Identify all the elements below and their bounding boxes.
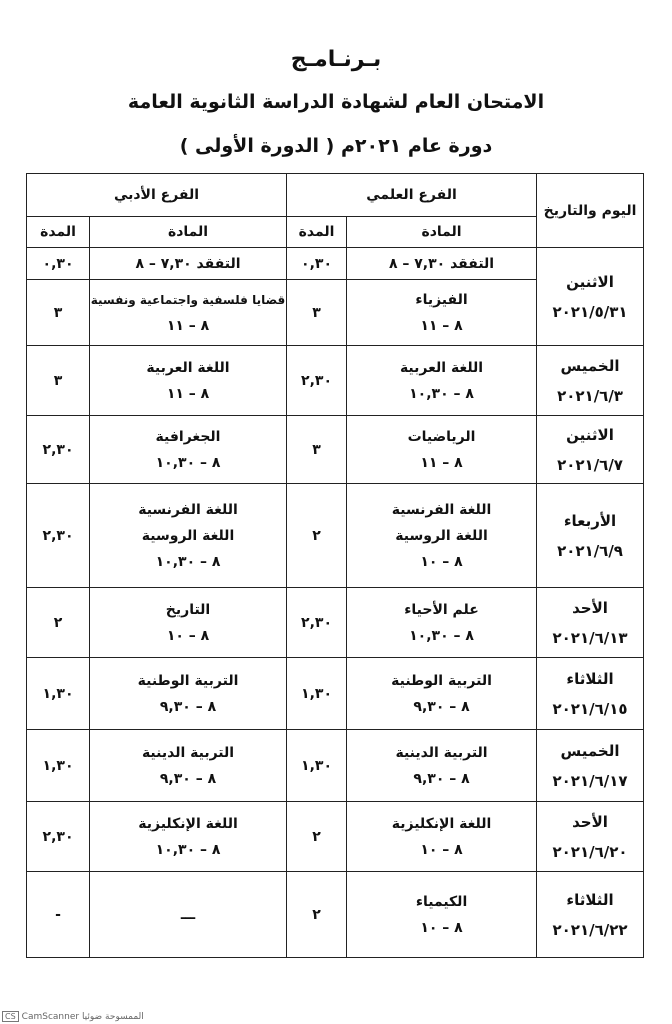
subject-name: اللغة الإنكليزية	[138, 815, 238, 832]
title-block	[0, 40, 672, 168]
science-duration-cell: ٢,٣٠	[287, 346, 347, 416]
schedule-body	[27, 248, 644, 958]
subject-name: التفقد ٧,٣٠ – ٨	[135, 255, 241, 272]
subject-name: الكيمياء	[415, 893, 468, 910]
exam-date: ٢٠٢١/٦/٣	[557, 386, 623, 405]
exam-date: ٢٠٢١/٦/٢٠	[552, 842, 628, 861]
subject-name: اللغة الإنكليزية	[391, 815, 492, 832]
literary-branch-header: الفرع الأدبي	[27, 174, 287, 217]
science-subject-cell	[347, 346, 537, 416]
literary-duration-cell: -	[27, 872, 90, 958]
exam-time: ٨ – ١٠	[166, 627, 210, 644]
program-heading: بـرنـامـج	[290, 47, 382, 72]
subject-name: ـــ	[180, 906, 196, 923]
exam-date: ٢٠٢١/٦/٢٢	[552, 920, 628, 939]
schedule-table	[26, 173, 644, 958]
session-subtitle: دورة عام ٢٠٢١م ( الدورة الأولى )	[179, 135, 493, 157]
schedule-row	[27, 730, 644, 802]
science-subject-cell	[347, 416, 537, 484]
exam-time: ٨ – ١٠,٣٠	[155, 553, 221, 570]
subject-name: الجغرافية	[155, 428, 221, 445]
subject-name: التفقد ٧,٣٠ – ٨	[388, 255, 495, 272]
literary-duration-cell: ٣	[27, 280, 90, 346]
science-subject-cell	[347, 588, 537, 658]
science-subject-cell	[347, 872, 537, 958]
day-date-cell	[537, 346, 644, 416]
exam-time: ٨ – ٩,٣٠	[159, 698, 217, 715]
exam-time: ٨ – ٩,٣٠	[159, 770, 217, 787]
exam-time: ٨ – ١٠,٣٠	[155, 454, 221, 471]
schedule-row	[27, 872, 644, 958]
schedule-row	[27, 248, 644, 280]
subject-name: الرياضيات	[407, 428, 476, 445]
day-date-header: اليوم والتاريخ	[537, 174, 644, 248]
exam-time: ٨ – ١٠,٣٠	[409, 627, 474, 644]
science-branch-header: الفرع العلمي	[287, 174, 537, 217]
science-duration-cell: ٢	[287, 802, 347, 872]
science-subject-cell	[347, 658, 537, 730]
day-name: الثلاثاء	[566, 669, 614, 688]
camscanner-text: CamScanner	[21, 1012, 80, 1022]
day-date-cell	[537, 730, 644, 802]
science-duration-cell: ٣	[287, 416, 347, 484]
exam-time: ٨ – ١١	[420, 317, 463, 334]
exam-title: الامتحان العام لشهادة الدراسة الثانوية العامة	[127, 91, 545, 113]
literary-duration-cell: ٣	[27, 346, 90, 416]
literary-subject-cell	[90, 802, 287, 872]
exam-date: ٢٠٢١/٥/٣١	[552, 302, 628, 321]
literary-subject-header: المادة	[90, 217, 287, 248]
camscanner-logo: CS	[2, 1011, 19, 1022]
science-subject-cell	[347, 802, 537, 872]
literary-subject-cell	[90, 346, 287, 416]
literary-duration-cell: ٢,٣٠	[27, 484, 90, 588]
subject-name: التربية الوطنية	[137, 672, 239, 689]
exam-date: ٢٠٢١/٦/١٥	[552, 699, 628, 718]
exam-time: ٨ – ١٠,٣٠	[409, 385, 474, 402]
exam-time: ٨ – ١١	[166, 385, 210, 402]
subject-name: علم الأحياء	[404, 601, 479, 618]
subject-name: التربية الدينية	[141, 744, 235, 761]
exam-time: ٨ – ١٠	[420, 553, 463, 570]
schedule-row	[27, 484, 644, 588]
literary-duration-cell: ٢	[27, 588, 90, 658]
subject-name: قضايا فلسفية واجتماعية ونفسية	[90, 292, 286, 307]
literary-duration-header: المدة	[27, 217, 90, 248]
literary-duration-cell: ١,٣٠	[27, 658, 90, 730]
science-duration-header: المدة	[287, 217, 347, 248]
exam-date: ٢٠٢١/٦/٧	[557, 455, 623, 474]
subject-name: اللغة الروسية	[395, 527, 488, 544]
science-duration-cell: ٣	[287, 280, 347, 346]
literary-subject-cell	[90, 484, 287, 588]
literary-subject-cell	[90, 730, 287, 802]
day-date-cell	[537, 802, 644, 872]
science-subject-cell	[347, 730, 537, 802]
subject-name: التربية الدينية	[395, 744, 488, 761]
day-name: الأحد	[572, 598, 608, 617]
exam-time: ٨ – ١١	[166, 317, 210, 334]
science-duration-cell: ٠,٣٠	[287, 248, 347, 280]
scanner-watermark: الممسوحة ضوئيا	[81, 1012, 144, 1022]
day-name: الأحد	[572, 812, 608, 831]
exam-date: ٢٠٢١/٦/١٣	[552, 628, 628, 647]
day-name: الخميس	[560, 741, 620, 760]
subject-name: اللغة العربية	[146, 359, 230, 376]
science-subject-cell	[347, 484, 537, 588]
literary-subject-cell	[90, 658, 287, 730]
literary-duration-cell: ٢,٣٠	[27, 802, 90, 872]
literary-subject-cell	[90, 248, 287, 280]
schedule-row	[27, 802, 644, 872]
literary-subject-cell	[90, 872, 287, 958]
scanner-footer	[2, 1011, 144, 1022]
exam-date: ٢٠٢١/٦/١٧	[552, 771, 628, 790]
schedule-row	[27, 416, 644, 484]
exam-time: ٨ – ٩,٣٠	[413, 770, 470, 787]
day-name: الثلاثاء	[566, 890, 614, 909]
exam-time: ٨ – ١٠	[420, 919, 463, 936]
literary-duration-cell: ٢,٣٠	[27, 416, 90, 484]
exam-date: ٢٠٢١/٦/٩	[557, 541, 623, 560]
day-date-cell	[537, 658, 644, 730]
day-name: الأربعاء	[563, 511, 617, 530]
literary-subject-cell	[90, 416, 287, 484]
day-date-cell	[537, 588, 644, 658]
subject-name: اللغة الفرنسية	[138, 501, 238, 518]
schedule-row	[27, 346, 644, 416]
science-duration-cell: ٢	[287, 872, 347, 958]
literary-subject-cell	[90, 280, 287, 346]
subject-name: اللغة الفرنسية	[391, 501, 492, 518]
science-duration-cell: ١,٣٠	[287, 730, 347, 802]
science-subject-cell	[347, 280, 537, 346]
science-duration-cell: ٢,٣٠	[287, 588, 347, 658]
science-subject-header: المادة	[347, 217, 537, 248]
subject-name: التاريخ	[165, 601, 211, 618]
day-date-cell	[537, 248, 644, 346]
day-name: الاثنين	[566, 272, 614, 291]
science-duration-cell: ٢	[287, 484, 347, 588]
science-subject-cell	[347, 248, 537, 280]
exam-time: ٨ – ١٠	[420, 841, 463, 858]
literary-duration-cell: ١,٣٠	[27, 730, 90, 802]
exam-time: ٨ – ١٠,٣٠	[155, 841, 221, 858]
literary-subject-cell	[90, 588, 287, 658]
exam-time: ٨ – ١١	[420, 454, 463, 471]
day-name: الخميس	[560, 356, 620, 375]
day-date-cell	[537, 416, 644, 484]
subject-name: الفيزياء	[415, 291, 468, 308]
day-date-cell	[537, 872, 644, 958]
subject-name: اللغة العربية	[399, 359, 484, 376]
exam-time: ٨ – ٩,٣٠	[413, 698, 470, 715]
subject-name: التربية الوطنية	[391, 672, 492, 689]
subject-name: اللغة الروسية	[141, 527, 235, 544]
day-date-cell	[537, 484, 644, 588]
literary-duration-cell: ٠,٣٠	[27, 248, 90, 280]
science-duration-cell: ١,٣٠	[287, 658, 347, 730]
schedule-row	[27, 588, 644, 658]
day-name: الاثنين	[566, 425, 614, 444]
schedule-row	[27, 658, 644, 730]
